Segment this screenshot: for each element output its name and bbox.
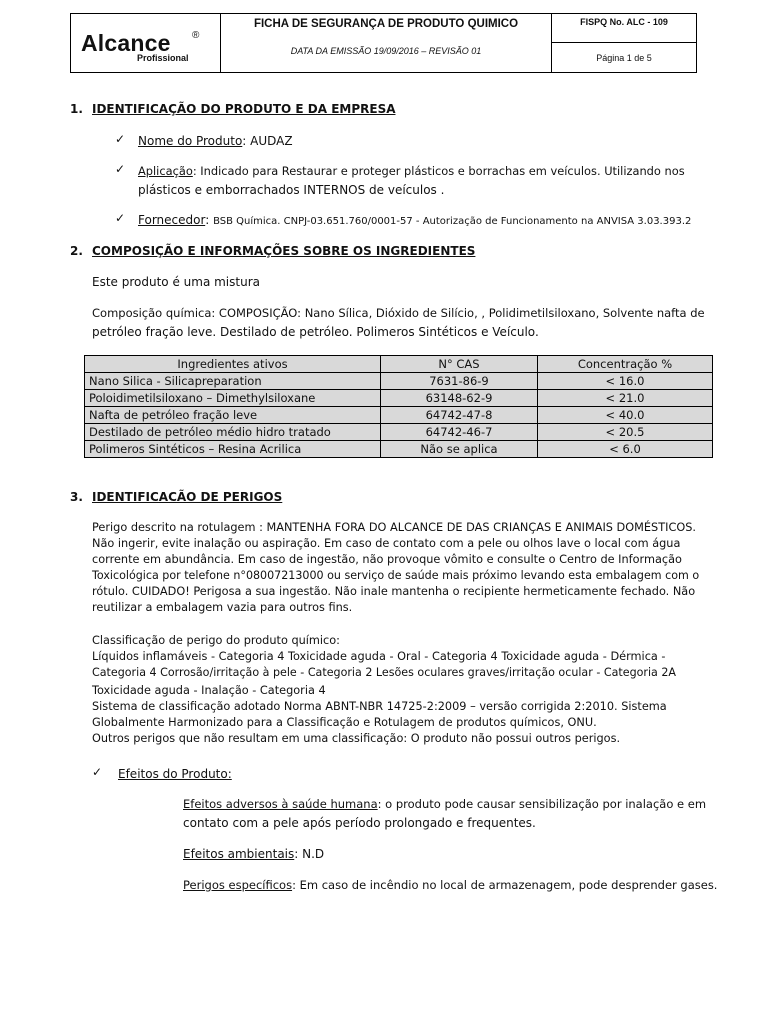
composition-line-1: Composição química: COMPOSIÇÃO: Nano Sílica, Dióxido de Silício, , Polidimetilsiloxano, Solvente nafta de [92, 306, 705, 320]
hazard-line: reutilizar a embalagem vazia para outros fins. [92, 601, 353, 614]
checkmark-icon: ✓ [115, 211, 126, 225]
supplier-label: Fornecedor [138, 213, 206, 227]
cas-cell: 64742-47-8 [381, 407, 538, 424]
health-effects-text: : o produto pode causar sensibilização por inalação e em [377, 797, 707, 811]
health-effects-line [183, 796, 706, 812]
application-text-cont: plásticos e emborrachados INTERNOS de veículos . [138, 183, 445, 197]
logo-registered-mark: ® [192, 30, 200, 41]
logo-text: Alcance [81, 30, 171, 56]
classification-line: Categoria 4 Corrosão/irritação à pele - Categoria 2 Lesões oculares graves/irritação ocular - Categoria 2A [92, 666, 677, 679]
product-name-line [138, 133, 293, 149]
concentration-cell: < 16.0 [538, 373, 713, 390]
cas-cell: 64742-46-7 [381, 424, 538, 441]
classification-line: Outros perigos que não resultam em uma classificação: O produto não possui outros perigos. [92, 732, 621, 745]
application-text: : Indicado para Restaurar e proteger plásticos e borrachas em veículos. Utilizando nos [192, 164, 685, 178]
ingredients-table [84, 355, 713, 458]
section3-title: IDENTIFICACÃO DE PERIGOS [92, 490, 283, 504]
classification-line: Sistema de classificação adotado Norma ABNT-NBR 14725-2:2009 – versão corrigida 2:2010. Sistema [92, 700, 667, 713]
section2-title: COMPOSIÇÃO E INFORMAÇÕES SOBRE OS INGREDIENTES [92, 244, 476, 258]
environmental-effects-label: Efeitos ambientais [183, 847, 295, 861]
mixture-text: Este produto é uma mistura [92, 275, 260, 289]
environmental-effects-line [183, 846, 324, 862]
product-name-value: : AUDAZ [242, 134, 293, 148]
health-effects-text-cont: contato com a pele após período prolongado e frequentes. [183, 816, 536, 830]
effects-title: Efeitos do Produto: [118, 767, 232, 781]
ingredient-cell: Nano Silica - Silicapreparation [85, 373, 381, 390]
supplier-colon: : [205, 213, 210, 227]
hazard-line: Toxicológica por telefone n°08007213000 ou serviço de saúde mais próximo levando esta embalagem com o [92, 569, 700, 582]
header-info-cell [552, 14, 696, 72]
cas-cell: 7631-86-9 [381, 373, 538, 390]
concentration-cell: < 21.0 [538, 390, 713, 407]
table-row [85, 407, 713, 424]
hazard-line: corrente em abundância. Em caso de ingestão, não provoque vômito e consulte o Centro de Informação [92, 553, 682, 566]
checkmark-icon: ✓ [92, 765, 103, 779]
concentration-cell: < 40.0 [538, 407, 713, 424]
classification-line: Globalmente Harmonizado para a Classificação e Rotulagem de produtos químicos, ONU. [92, 716, 597, 729]
table-row [85, 424, 713, 441]
table-header-cas: N° CAS [381, 356, 538, 373]
issue-date: DATA DA EMISSÃO 19/09/2016 – REVISÃO 01 [290, 46, 482, 56]
header-title-cell [221, 14, 552, 72]
ingredient-cell: Polimeros Sintéticos – Resina Acrilica [85, 441, 381, 458]
section3-number: 3. [70, 490, 83, 504]
section1-number: 1. [70, 102, 83, 116]
section1-title: IDENTIFICAÇÃO DO PRODUTO E DA EMPRESA [92, 102, 396, 116]
supplier-line [138, 212, 691, 230]
application-label: Aplicação [138, 164, 193, 178]
ingredient-cell: Nafta de petróleo fração leve [85, 407, 381, 424]
checkmark-icon: ✓ [115, 132, 126, 146]
cas-cell: Não se aplica [381, 441, 538, 458]
logo-subtitle: Profissional [137, 53, 189, 63]
table-row [85, 441, 713, 458]
page-number: Página 1 de 5 [596, 53, 652, 63]
table-header-row [85, 356, 713, 373]
ingredient-cell: Poloidimetilsiloxano – Dimethylsiloxane [85, 390, 381, 407]
table-header-ingredient: Ingredientes ativos [85, 356, 381, 373]
hazard-line: Perigo descrito na rotulagem : MANTENHA FORA DO ALCANCE DE DAS CRIANÇAS E ANIMAIS DOMÉSTICOS. [92, 521, 696, 534]
environmental-effects-value: : N.D [294, 847, 325, 861]
supplier-value: BSB Química. CNPJ-03.651.760/0001-57 - Autorização de Funcionamento na ANVISA 3.03.393.2 [213, 216, 692, 227]
classification-line: Toxicidade aguda - Inalação - Categoria 4 [92, 684, 326, 697]
concentration-cell: < 20.5 [538, 424, 713, 441]
section2-number: 2. [70, 244, 83, 258]
table-row [85, 390, 713, 407]
specific-hazards-line [183, 877, 717, 893]
specific-hazards-value: : Em caso de incêndio no local de armazenagem, pode desprender gases. [292, 878, 718, 892]
concentration-cell: < 6.0 [538, 441, 713, 458]
fispq-number: FISPQ No. ALC - 109 [552, 14, 696, 43]
hazard-line: rótulo. CUIDADO! Perigosa a sua ingestão. Não inale mantenha o recipiente hermeticamente fechado. Não [92, 585, 696, 598]
classification-line: Líquidos inflamáveis - Categoria 4 Toxicidade aguda - Oral - Categoria 4 Toxicidade aguda - Dérmica - [92, 650, 666, 663]
table-row [85, 373, 713, 390]
product-name-label: Nome do Produto [138, 134, 243, 148]
application-line [138, 163, 685, 179]
hazard-line: Não ingerir, evite inalação ou aspiração. Em caso de contato com a pele ou olhos lave o local com água [92, 537, 681, 550]
ingredient-cell: Destilado de petróleo médio hidro tratado [85, 424, 381, 441]
checkmark-icon: ✓ [115, 162, 126, 176]
cas-cell: 63148-62-9 [381, 390, 538, 407]
specific-hazards-label: Perigos específicos [183, 878, 293, 892]
table-header-concentration: Concentração % [538, 356, 713, 373]
classification-line: Classificação de perigo do produto químico: [92, 634, 340, 647]
document-header [70, 13, 697, 73]
composition-line-2: petróleo fração leve. Destilado de petróleo. Polimeros Sintéticos e Veículo. [92, 325, 539, 339]
company-logo [71, 14, 221, 72]
document-title: FICHA DE SEGURANÇA DE PRODUTO QUIMICO [253, 18, 519, 30]
health-effects-label: Efeitos adversos à saúde humana [183, 797, 378, 811]
